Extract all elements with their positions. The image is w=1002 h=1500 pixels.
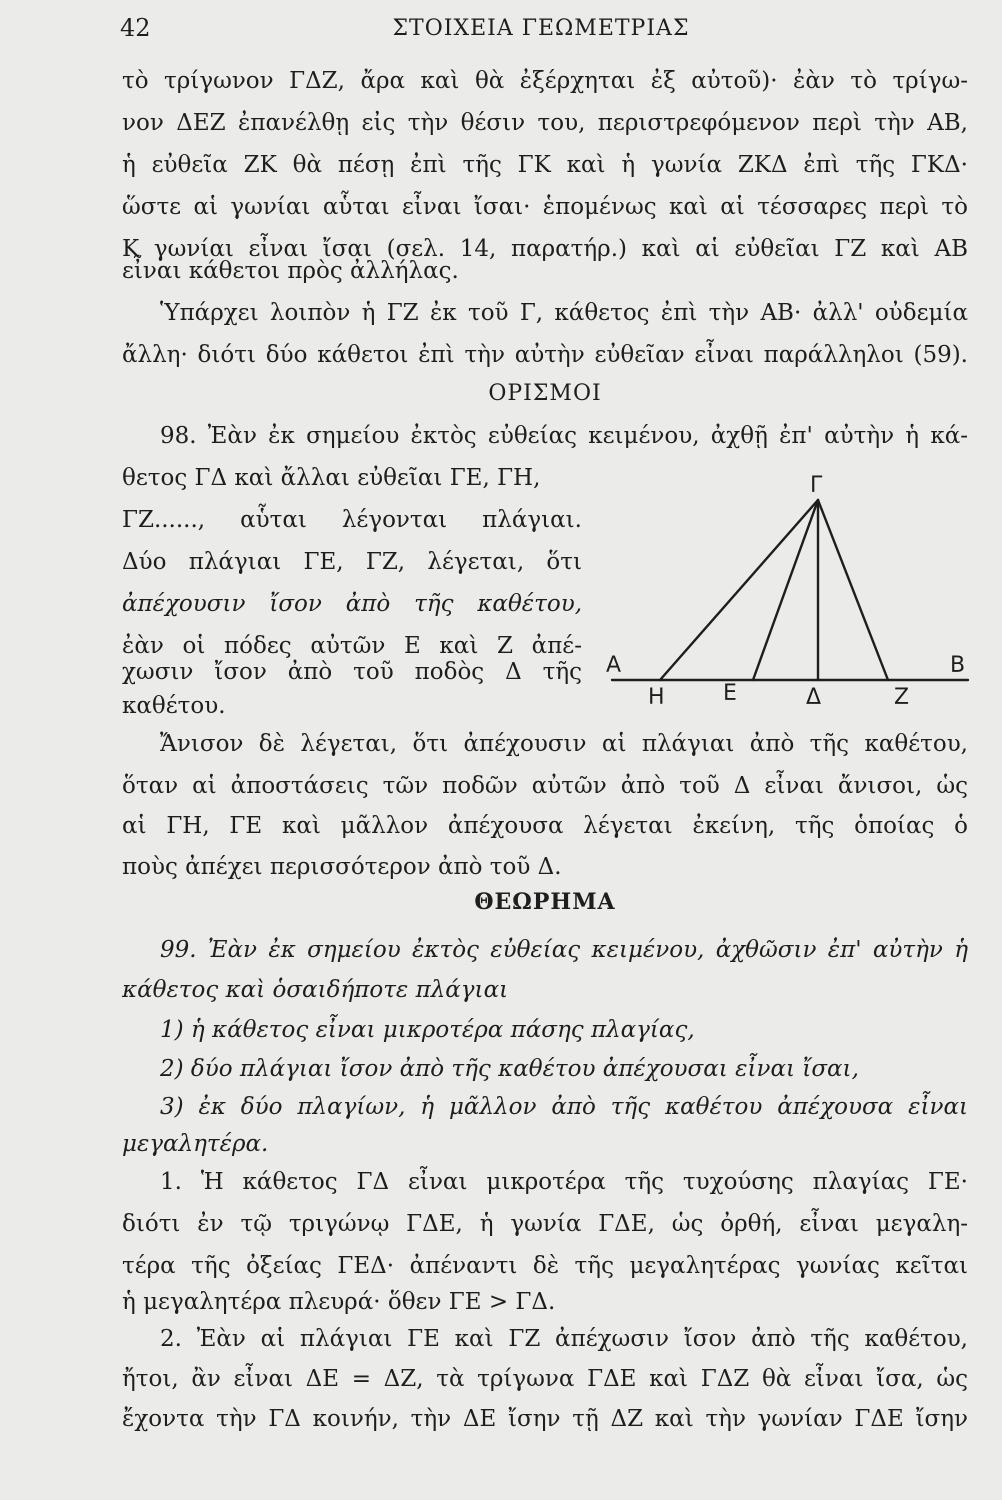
label-foot-e: Ε <box>723 681 737 706</box>
text-line: ἡ εὐθεῖα ΖΚ θὰ πέσῃ ἐπὶ τῆς ΓΚ καὶ ἡ γωνία ΖΚΔ ἐπὶ τῆς ΓΚΔ· <box>122 152 968 178</box>
text-line: ὅταν αἱ ἀποστάσεις τῶν ποδῶν αὐτῶν ἀπὸ τοῦ Δ εἶναι ἄνισοι, ὡς <box>122 773 968 799</box>
text-line: αἱ ΓΗ, ΓΕ καὶ μᾶλλον ἀπέχουσα λέγεται ἐκείνη, τῆς ὁποίας ὁ <box>122 813 968 839</box>
text-line: ἤτοι, ἂν εἶναι ΔΕ = ΔΖ, τὰ τρίγωνα ΓΔΕ καὶ ΓΔΖ θὰ εἶναι ἴσα, ὡς <box>122 1366 968 1392</box>
label-foot-d: Δ <box>806 685 822 710</box>
text-line: ποὺς ἀπέχει περισσότερον ἀπὸ τοῦ Δ. <box>122 854 562 880</box>
label-left-end: Α <box>606 653 622 678</box>
text-line: διότι ἐν τῷ τριγώνῳ ΓΔΕ, ἡ γωνία ΓΔΕ, ὡς ὀρθή, εἶναι μεγαλη- <box>122 1211 968 1237</box>
text-line: 98. Ἐὰν ἐκ σημείου ἐκτὸς εὐθείας κειμένου, ἀχθῇ ἐπ' αὐτὴν ἡ κά- <box>160 423 968 449</box>
label-apex: Γ <box>810 473 823 498</box>
text-line: νον ΔΕΖ ἐπανέλθῃ εἰς τὴν θέσιν του, περιστρεφόμενον περὶ τὴν ΑΒ, <box>122 110 968 136</box>
text-line: καθέτου. <box>122 693 226 719</box>
text-line: μεγαλητέρα. <box>122 1131 269 1157</box>
section-heading-theorem: ΘΕΩΡΗΜΑ <box>474 889 616 915</box>
figure-svg <box>598 462 978 712</box>
text-line: τέρα τῆς ὀξείας ΓΕΔ· ἀπέναντι δὲ τῆς μεγαλητέρας γωνίας κεῖται <box>122 1253 968 1279</box>
perpendicular-obliques-figure <box>598 462 978 712</box>
text-line: ἔχοντα τὴν ΓΔ κοινήν, τὴν ΔΕ ἴσην τῇ ΔΖ καὶ τὴν γωνίαν ΓΔΕ ἴσην <box>122 1406 968 1432</box>
theorem-item-2: 2) δύο πλάγιαι ἴσον ἀπὸ τῆς καθέτου ἀπέχουσαι εἶναι ἴσαι, <box>160 1056 859 1082</box>
text-line: ἀπέχουσιν ἴσον ἀπὸ τῆς καθέτου, <box>122 591 582 617</box>
page-number: 42 <box>120 14 151 42</box>
text-line: κάθετος καὶ ὁσαιδήποτε πλάγιαι <box>122 977 509 1003</box>
text-line: ΓΖ......, αὗται λέγονται πλάγιαι. <box>122 507 582 533</box>
text-line: Ὑπάρχει λοιπὸν ἡ ΓΖ ἐκ τοῦ Γ, κάθετος ἐπὶ τὴν ΑΒ· ἀλλ' οὐδεμία <box>160 300 968 326</box>
text-line: τὸ τρίγωνον ΓΔΖ, ἄρα καὶ θὰ ἐξέρχηται ἐξ αὐτοῦ)· ἐὰν τὸ τρίγω- <box>122 68 968 94</box>
text-line: ὥστε αἱ γωνίαι αὗται εἶναι ἴσαι· ἑπομένως καὶ αἱ τέσσαρες περὶ τὸ <box>122 194 968 220</box>
text-line: Δύο πλάγιαι ΓΕ, ΓΖ, λέγεται, ὅτι <box>122 549 582 575</box>
text-line: εἶναι κάθετοι πρὸς ἀλλήλας. <box>122 258 459 284</box>
text-line: Ἄνισον δὲ λέγεται, ὅτι ἀπέχουσιν αἱ πλάγιαι ἀπὸ τῆς καθέτου, <box>160 731 968 757</box>
oblique-gz <box>818 500 888 680</box>
theorem-item-1: 1) ἡ κάθετος εἶναι μικροτέρα πάσης πλαγίας, <box>160 1017 695 1043</box>
section-heading-definitions: ΟΡΙΣΜΟΙ <box>488 381 602 406</box>
label-foot-z: Ζ <box>894 685 910 710</box>
text-line: θετος ΓΔ καὶ ἄλλαι εὐθεῖαι ΓΕ, ΓΗ, <box>122 465 541 491</box>
running-title: ΣΤΟΙΧΕΙΑ ΓΕΩΜΕΤΡΙΑΣ <box>392 16 690 41</box>
text-line: Κ γωνίαι εἶναι ἴσαι (σελ. 14, παρατήρ.) καὶ αἱ εὐθεῖαι ΓΖ καὶ ΑΒ <box>122 236 968 262</box>
running-head <box>120 14 962 44</box>
text-line: χωσιν ἴσον ἀπὸ τοῦ ποδὸς Δ τῆς <box>122 659 582 685</box>
oblique-gh <box>660 500 818 680</box>
text-line: 99. Ἐὰν ἐκ σημείου ἐκτὸς εὐθείας κειμένου, ἀχθῶσιν ἐπ' αὐτὴν ἡ <box>160 937 968 963</box>
text-line: 1. Ἡ κάθετος ΓΔ εἶναι μικροτέρα τῆς τυχούσης πλαγίας ΓΕ· <box>160 1169 968 1195</box>
oblique-ge <box>753 500 818 680</box>
text-line: ἡ μεγαλητέρα πλευρά· ὅθεν ΓΕ > ΓΔ. <box>122 1289 556 1315</box>
text-line: 2. Ἐὰν αἱ πλάγιαι ΓΕ καὶ ΓΖ ἀπέχωσιν ἴσον ἀπὸ τῆς καθέτου, <box>160 1326 968 1352</box>
text-line: ἄλλη· διότι δύο κάθετοι ἐπὶ τὴν αὐτὴν εὐθεῖαν εἶναι παράλληλοι (59). <box>122 342 968 368</box>
theorem-item-3: 3) ἐκ δύο πλαγίων, ἡ μᾶλλον ἀπὸ τῆς καθέτου ἀπέχουσα εἶναι <box>160 1094 968 1120</box>
text-line: ἐὰν οἱ πόδες αὐτῶν Ε καὶ Ζ ἀπέ- <box>122 633 582 659</box>
label-foot-h: Η <box>648 685 665 710</box>
label-right-end: Β <box>950 653 966 678</box>
